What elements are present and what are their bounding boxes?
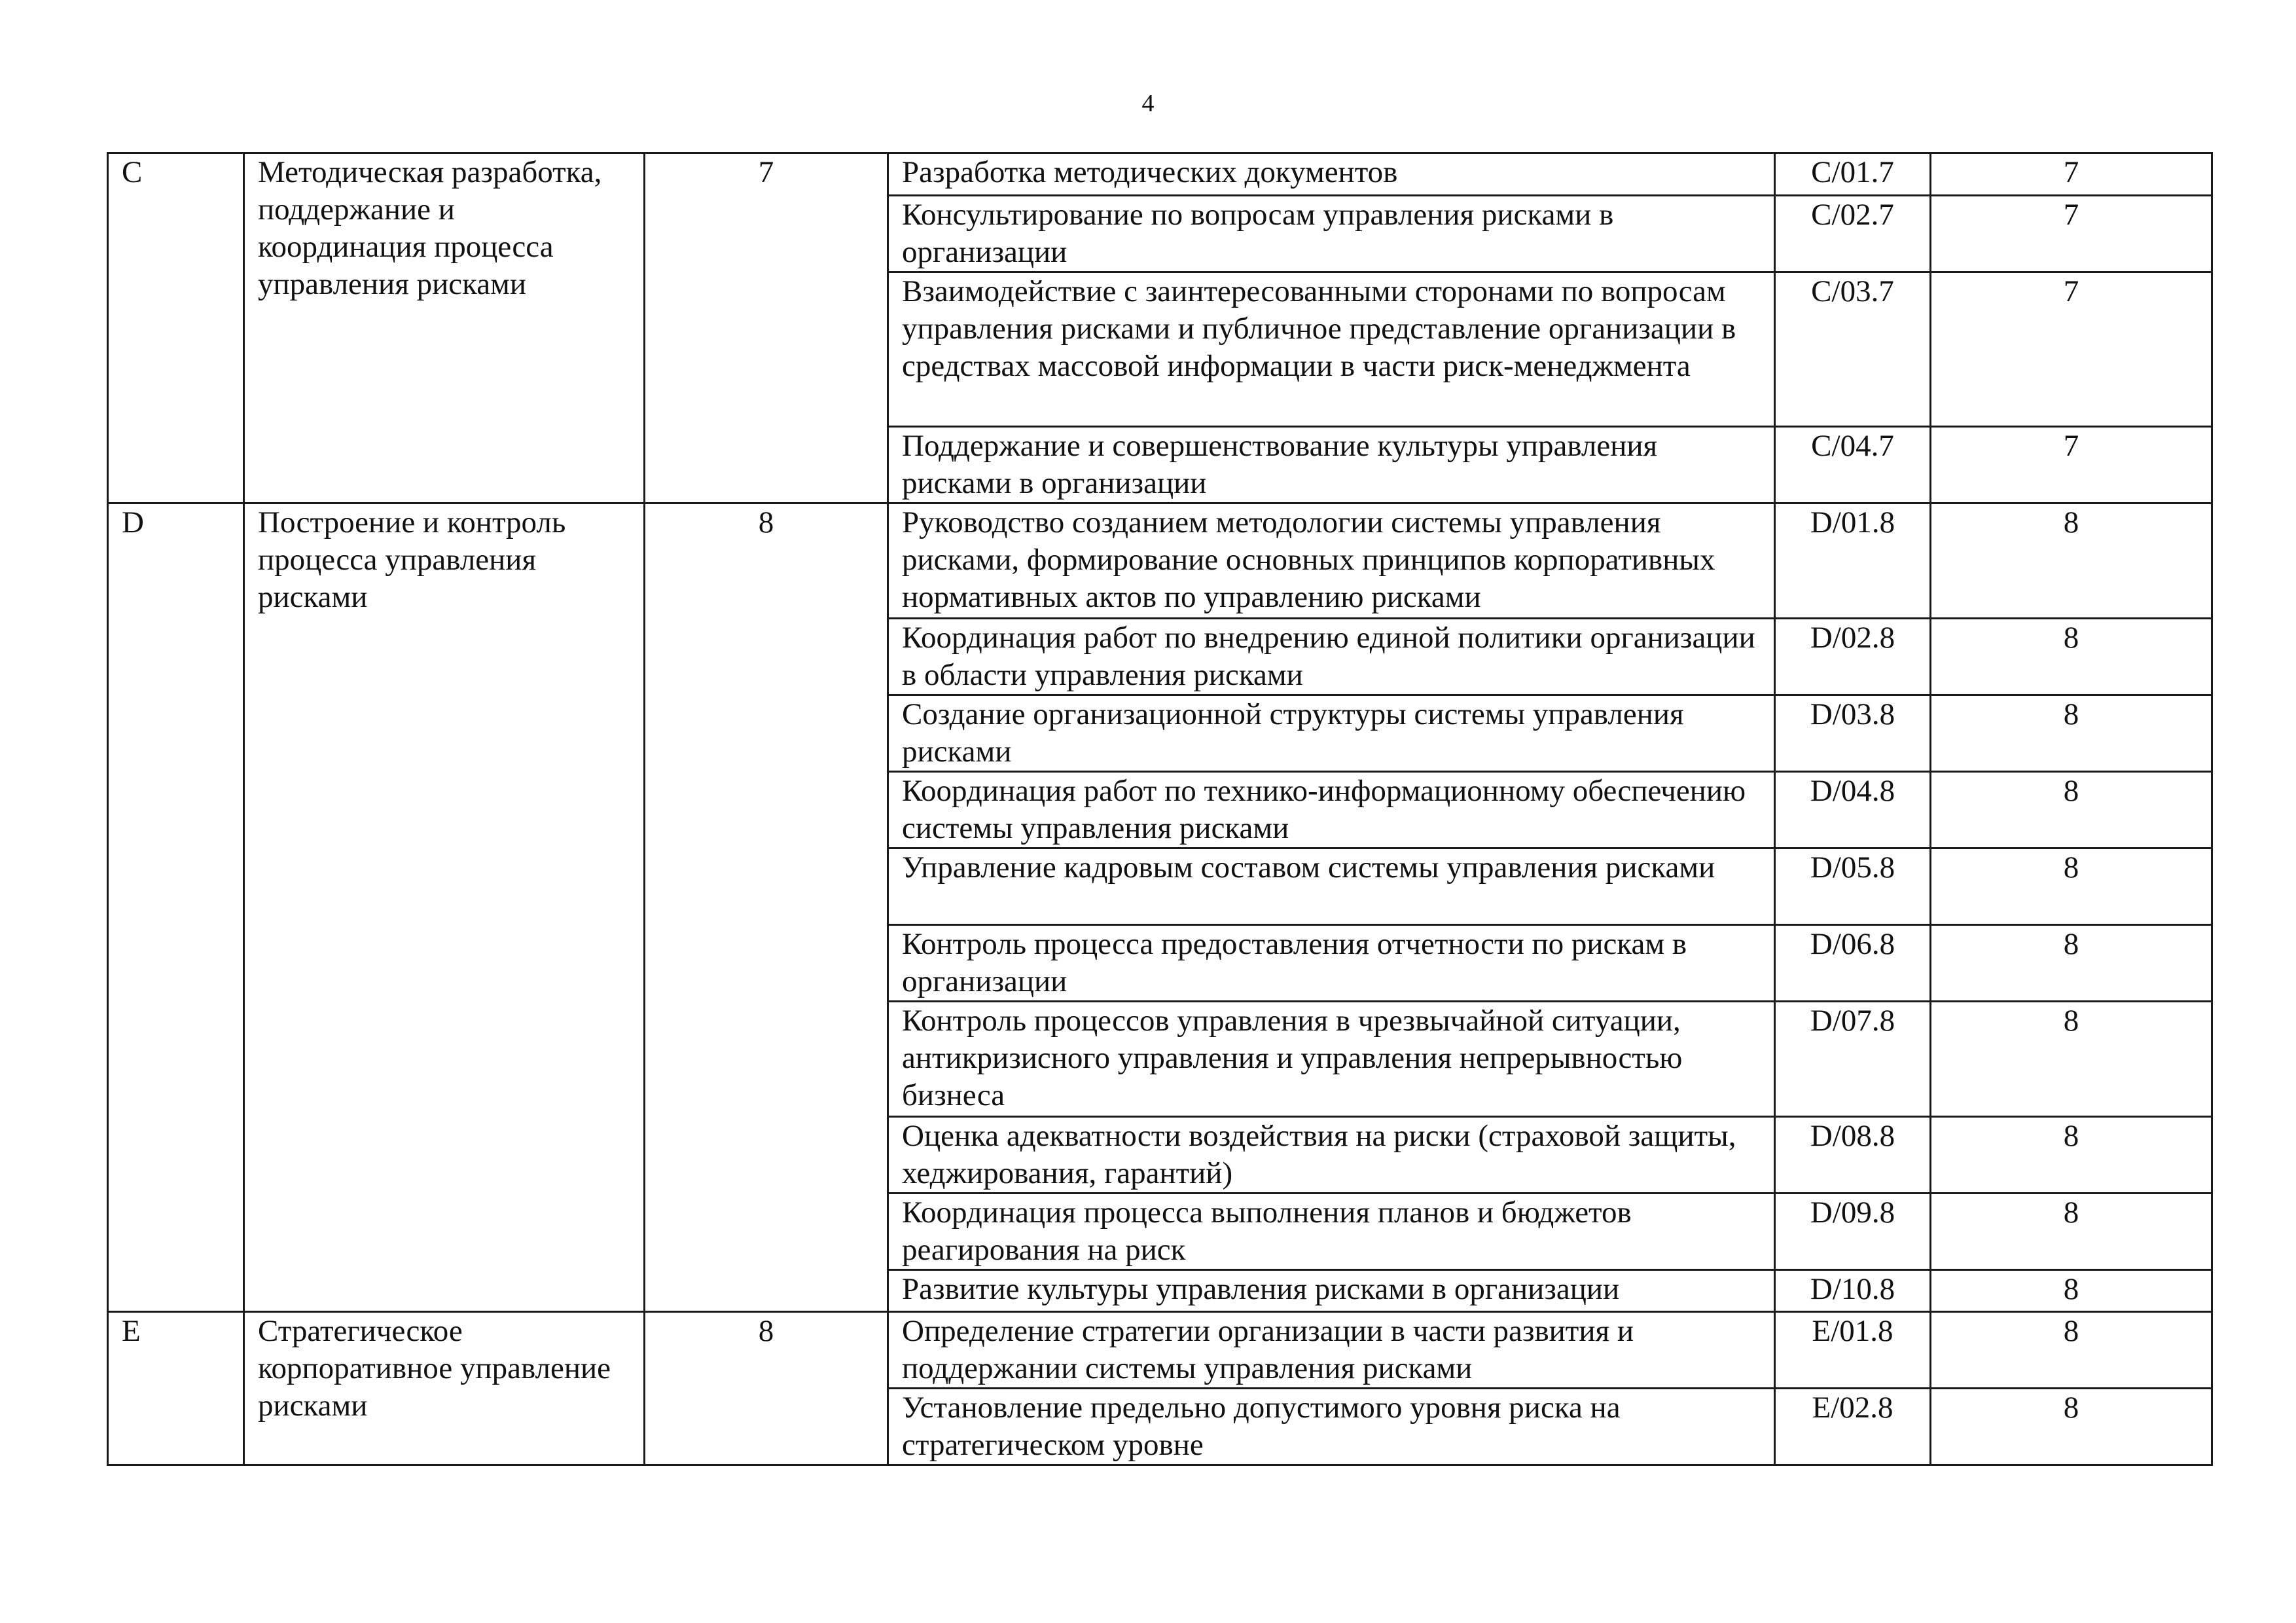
function-level: 8 bbox=[1931, 1117, 2212, 1194]
function-name: Координация работ по технико-информационному обеспечению системы управления рисками bbox=[888, 772, 1775, 848]
group-code: D bbox=[108, 503, 244, 1312]
function-name: Разработка методических документов bbox=[888, 153, 1775, 196]
function-level: 7 bbox=[1931, 272, 2212, 427]
function-name: Установление предельно допустимого уровня риска на стратегическом уровне bbox=[888, 1389, 1775, 1465]
function-level: 7 bbox=[1931, 196, 2212, 272]
function-code: C/04.7 bbox=[1775, 427, 1931, 503]
page-number: 4 bbox=[1141, 90, 1155, 117]
function-code: D/04.8 bbox=[1775, 772, 1931, 848]
function-level: 8 bbox=[1931, 1194, 2212, 1270]
function-name: Управление кадровым составом системы управления рисками bbox=[888, 848, 1775, 925]
function-code: D/08.8 bbox=[1775, 1117, 1931, 1194]
function-code: D/03.8 bbox=[1775, 695, 1931, 772]
function-code: D/07.8 bbox=[1775, 1002, 1931, 1117]
group-level: 8 bbox=[645, 503, 888, 1312]
function-level: 8 bbox=[1931, 1270, 2212, 1312]
function-name: Консультирование по вопросам управления рисками в организации bbox=[888, 196, 1775, 272]
function-name: Оценка адекватности воздействия на риски (страховой защиты, хеджирования, гарантий) bbox=[888, 1117, 1775, 1194]
group-code: C bbox=[108, 153, 244, 503]
function-code: D/10.8 bbox=[1775, 1270, 1931, 1312]
function-level: 8 bbox=[1931, 848, 2212, 925]
function-level: 7 bbox=[1931, 153, 2212, 196]
function-level: 7 bbox=[1931, 427, 2212, 503]
function-name: Взаимодействие с заинтересованными сторонами по вопросам управления рисками и публичное представление организации в средствах массовой информации в части риск-менеджмента bbox=[888, 272, 1775, 427]
function-code: E/02.8 bbox=[1775, 1389, 1931, 1465]
group-name: Построение и контроль процесса управления рисками bbox=[244, 503, 645, 1312]
function-name: Поддержание и совершенствование культуры управления рисками в организации bbox=[888, 427, 1775, 503]
function-level: 8 bbox=[1931, 772, 2212, 848]
function-code: D/05.8 bbox=[1775, 848, 1931, 925]
function-level: 8 bbox=[1931, 1002, 2212, 1117]
function-level: 8 bbox=[1931, 925, 2212, 1002]
group-code: E bbox=[108, 1312, 244, 1465]
function-code: C/01.7 bbox=[1775, 153, 1931, 196]
function-name: Координация процесса выполнения планов и бюджетов реагирования на риск bbox=[888, 1194, 1775, 1270]
function-name: Контроль процессов управления в чрезвычайной ситуации, антикризисного управления и управления непрерывностью бизнеса bbox=[888, 1002, 1775, 1117]
function-code: D/02.8 bbox=[1775, 619, 1931, 695]
function-name: Создание организационной структуры системы управления рисками bbox=[888, 695, 1775, 772]
function-name: Руководство созданием методологии системы управления рисками, формирование основных принципов корпоративных нормативных актов по управлению рисками bbox=[888, 503, 1775, 619]
function-name: Определение стратегии организации в части развития и поддержании системы управления рисками bbox=[888, 1312, 1775, 1389]
function-level: 8 bbox=[1931, 695, 2212, 772]
table-row bbox=[108, 1312, 2212, 1389]
table-row bbox=[108, 503, 2212, 619]
group-level: 7 bbox=[645, 153, 888, 503]
group-level: 8 bbox=[645, 1312, 888, 1465]
function-code: C/03.7 bbox=[1775, 272, 1931, 427]
function-name: Развитие культуры управления рисками в организации bbox=[888, 1270, 1775, 1312]
function-code: D/09.8 bbox=[1775, 1194, 1931, 1270]
group-name: Методическая разработка, поддержание и координация процесса управления рисками bbox=[244, 153, 645, 503]
function-code: D/01.8 bbox=[1775, 503, 1931, 619]
group-name: Стратегическое корпоративное управление рисками bbox=[244, 1312, 645, 1465]
table-row bbox=[108, 153, 2212, 196]
function-level: 8 bbox=[1931, 1312, 2212, 1389]
function-code: E/01.8 bbox=[1775, 1312, 1931, 1389]
function-level: 8 bbox=[1931, 1389, 2212, 1465]
function-name: Контроль процесса предоставления отчетности по рискам в организации bbox=[888, 925, 1775, 1002]
function-level: 8 bbox=[1931, 619, 2212, 695]
function-code: D/06.8 bbox=[1775, 925, 1931, 1002]
function-code: C/02.7 bbox=[1775, 196, 1931, 272]
functions-table bbox=[107, 152, 2213, 1466]
function-name: Координация работ по внедрению единой политики организации в области управления рисками bbox=[888, 619, 1775, 695]
function-level: 8 bbox=[1931, 503, 2212, 619]
